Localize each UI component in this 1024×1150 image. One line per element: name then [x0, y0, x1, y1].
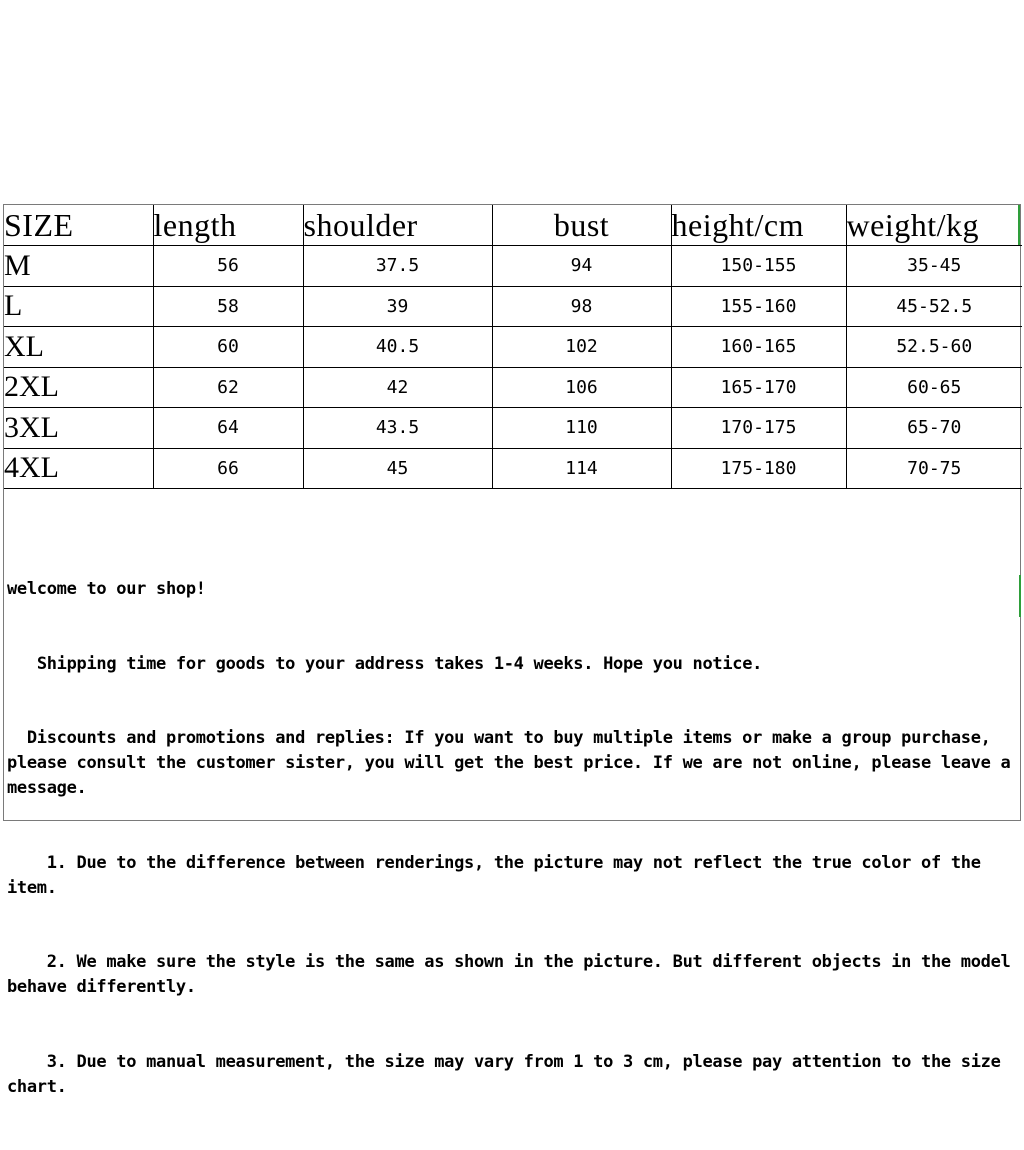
table-row	[4, 246, 1022, 287]
cell-selection-marker	[1019, 575, 1021, 617]
shop-notes	[7, 527, 1021, 1150]
length-value: 64	[153, 408, 303, 449]
header-bust: bust	[492, 205, 671, 246]
note-1: 1. Due to the difference between renderings, the picture may not reflect the true color of the item.	[7, 852, 991, 898]
length-value: 56	[153, 246, 303, 287]
weight-value: 65-70	[846, 408, 1022, 449]
shoulder-value: 40.5	[303, 327, 492, 368]
table-body	[4, 246, 1022, 489]
length-value: 58	[153, 286, 303, 327]
height-value: 155-160	[671, 286, 846, 327]
height-value: 160-165	[671, 327, 846, 368]
weight-value: 45-52.5	[846, 286, 1022, 327]
header-weight: weight/kg	[846, 205, 1022, 246]
note-2: 2. We make sure the style is the same as shown in the picture. But different objects in the model behave differently.	[7, 952, 1021, 998]
table-row	[4, 448, 1022, 489]
bust-value: 110	[492, 408, 671, 449]
shoulder-value: 37.5	[303, 246, 492, 287]
note-discounts: Discounts and promotions and replies: If you want to buy multiple items or make a group purchase, please consult the customer sister, you will get the best price. If we are not online, please leave a message.	[7, 728, 1021, 799]
table-header-row	[4, 205, 1022, 246]
length-value: 66	[153, 448, 303, 489]
header-size: SIZE	[4, 205, 153, 246]
size-label: 3XL	[4, 408, 153, 449]
size-label: 2XL	[4, 367, 153, 408]
height-value: 170-175	[671, 408, 846, 449]
shoulder-value: 39	[303, 286, 492, 327]
shoulder-value: 45	[303, 448, 492, 489]
bust-value: 94	[492, 246, 671, 287]
size-table	[4, 205, 1022, 489]
weight-value: 60-65	[846, 367, 1022, 408]
note-shipping: Shipping time for goods to your address takes 1-4 weeks. Hope you notice.	[7, 653, 763, 674]
bust-value: 98	[492, 286, 671, 327]
table-row	[4, 286, 1022, 327]
header-length: length	[153, 205, 303, 246]
table-row	[4, 327, 1022, 368]
table-row	[4, 367, 1022, 408]
cell-selection-marker-top	[1018, 205, 1020, 245]
size-label: M	[4, 246, 153, 287]
shoulder-value: 42	[303, 367, 492, 408]
weight-value: 35-45	[846, 246, 1022, 287]
table-row	[4, 408, 1022, 449]
bust-value: 102	[492, 327, 671, 368]
header-shoulder: shoulder	[303, 205, 492, 246]
size-label: XL	[4, 327, 153, 368]
length-value: 60	[153, 327, 303, 368]
bust-value: 114	[492, 448, 671, 489]
size-label: L	[4, 286, 153, 327]
height-value: 165-170	[671, 367, 846, 408]
note-3: 3. Due to manual measurement, the size may vary from 1 to 3 cm, please pay attention to the size chart.	[7, 1052, 1011, 1097]
header-height: height/cm	[671, 205, 846, 246]
size-chart-sheet	[3, 204, 1021, 1097]
length-value: 62	[153, 367, 303, 408]
note-welcome: welcome to our shop!	[7, 578, 206, 599]
height-value: 150-155	[671, 246, 846, 287]
bust-value: 106	[492, 367, 671, 408]
weight-value: 52.5-60	[846, 327, 1022, 368]
size-label: 4XL	[4, 448, 153, 489]
shoulder-value: 43.5	[303, 408, 492, 449]
weight-value: 70-75	[846, 448, 1022, 489]
height-value: 175-180	[671, 448, 846, 489]
